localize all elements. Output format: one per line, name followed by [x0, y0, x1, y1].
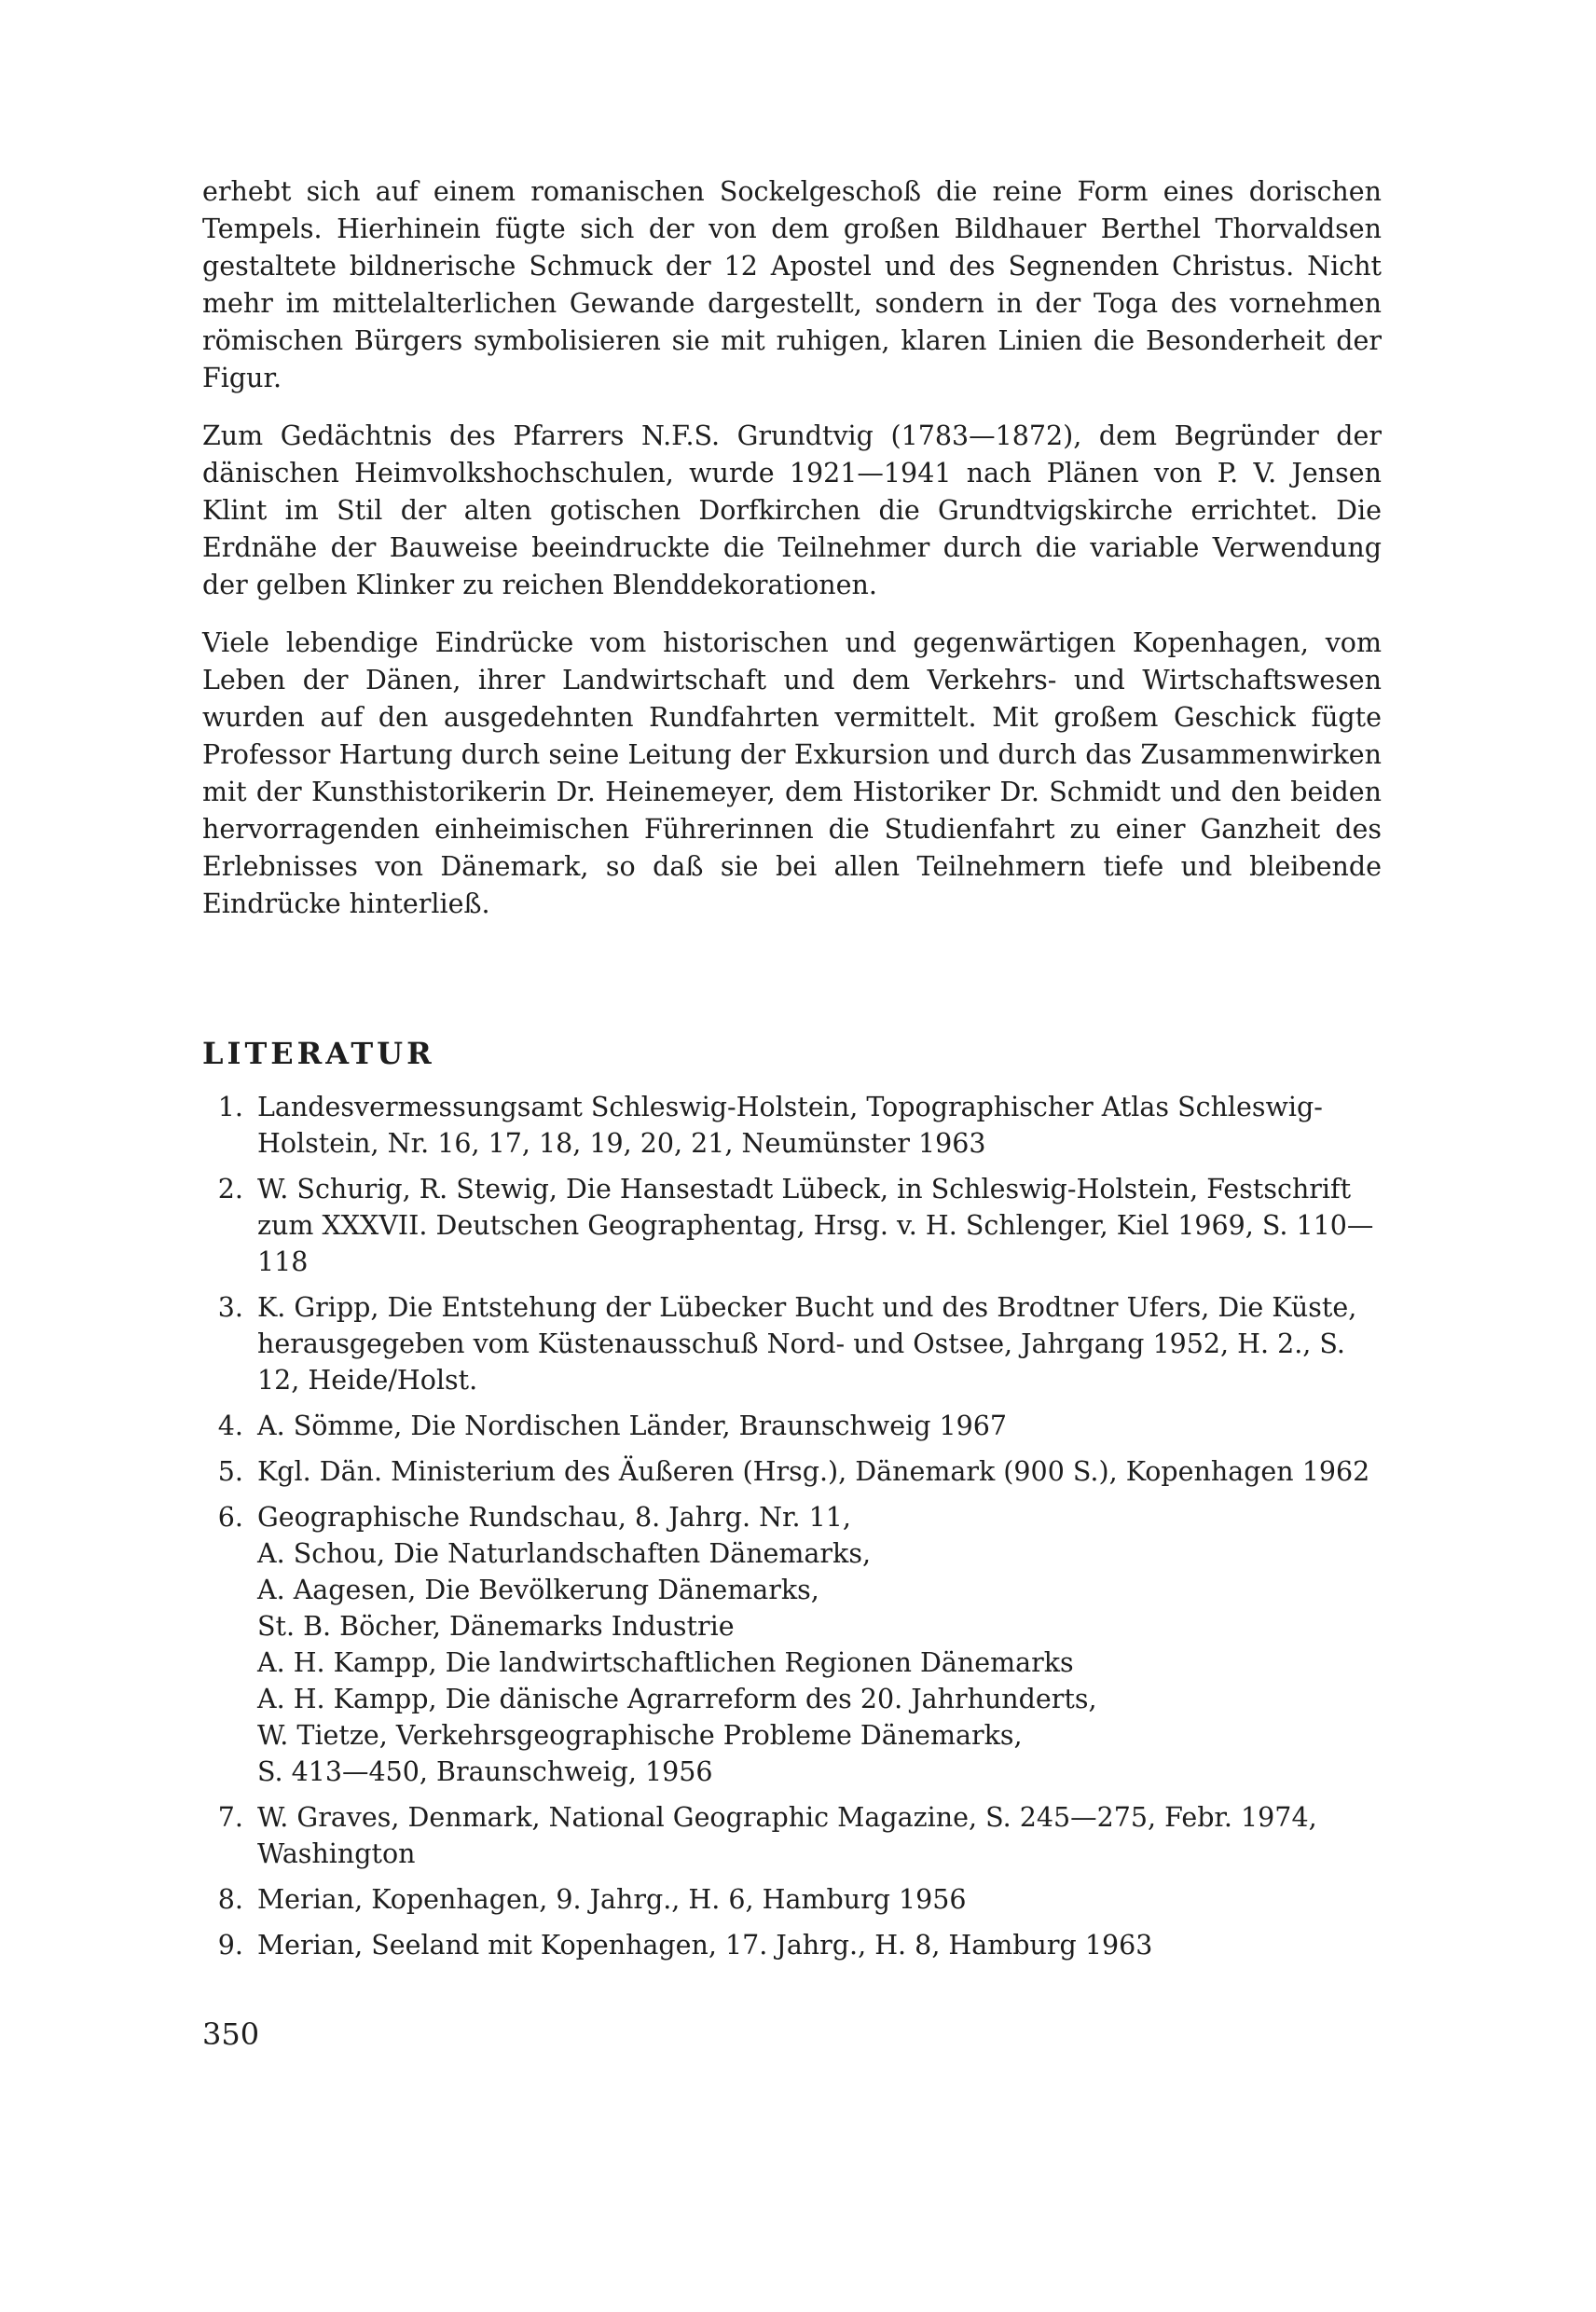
literature-entry-text	[257, 1453, 1382, 1490]
literature-heading: LITERATUR	[202, 1036, 435, 1071]
body-paragraph-3: Viele lebendige Eindrücke vom historischen und gegenwärtigen Kopenhagen, vom Leben der Dänen, ihrer Landwirtschaft und dem Verkehrs- und Wirtschaftswesen wurden auf den ausgedehnten Rundfahrten vermittelt. Mit großem Geschick fügte Professor Hartung durch seine Leitung der Exkursion und durch das Zusammenwirken mit der Kunsthistorikerin Dr. Heinemeyer, dem Historiker Dr. Schmidt und den beiden hervorragenden einheimischen Führerinnen die Studienfahrt zu einer Ganzheit des Erlebnisses von Dänemark, so daß sie bei allen Teilnehmern tiefe und bleibende Eindrücke hinterließ.	[202, 627, 1382, 919]
literature-list	[202, 1089, 1382, 1963]
literature-entry-text	[257, 1927, 1382, 1963]
literature-entry	[202, 1408, 1382, 1444]
literature-entry-line: W. Tietze, Verkehrsgeographische Probleme Dänemarks,	[257, 1720, 1023, 1751]
page-content	[202, 173, 1382, 1973]
literature-entry-line: A. H. Kampp, Die landwirtschaftlichen Regionen Dänemarks	[257, 1647, 1074, 1678]
literature-entry	[202, 1799, 1382, 1872]
literature-entry-text	[257, 1289, 1382, 1398]
literature-entry-text	[257, 1171, 1382, 1280]
body-paragraph-2: Zum Gedächtnis des Pfarrers N.F.S. Grundtvig (1783—1872), dem Begründer der dänischen Heimvolkshochschulen, wurde 1921—1941 nach Plänen von P. V. Jensen Klint im Stil der alten gotischen Dorfkirchen die Grundtvigskirche errichtet. Die Erdnähe der Bauweise beeindruckte die Teilnehmer durch die variable Verwendung der gelben Klinker zu reichen Blenddekorationen.	[202, 420, 1382, 600]
literature-entry-line: Kgl. Dän. Ministerium des Äußeren (Hrsg.), Dänemark (900 S.), Kopenhagen 1962	[257, 1456, 1370, 1487]
literature-entry-text	[257, 1408, 1382, 1444]
literature-entry-line: W. Schurig, R. Stewig, Die Hansestadt Lübeck, in Schleswig-Holstein, Festschrift zum XXXVII. Deutschen Geographentag, Hrsg. v. H. Schlenger, Kiel 1969, S. 110—118	[257, 1174, 1374, 1277]
literature-entry-line: Landesvermessungsamt Schleswig-Holstein, Topographischer Atlas Schleswig-Holstein, Nr. 16, 17, 18, 19, 20, 21, Neumünster 1963	[257, 1092, 1323, 1159]
literature-entry	[202, 1289, 1382, 1398]
literature-entry	[202, 1927, 1382, 1963]
literature-entry-line: A. Schou, Die Naturlandschaften Dänemarks,	[257, 1538, 872, 1569]
literature-entry-text	[257, 1799, 1382, 1872]
literature-entry	[202, 1453, 1382, 1490]
literature-entry-line: St. B. Böcher, Dänemarks Industrie	[257, 1611, 735, 1642]
literature-entry-number: 5.	[217, 1456, 243, 1487]
literature-entry-line: Merian, Kopenhagen, 9. Jahrg., H. 6, Hamburg 1956	[257, 1884, 967, 1915]
literature-entry-line: Merian, Seeland mit Kopenhagen, 17. Jahrg., H. 8, Hamburg 1963	[257, 1930, 1153, 1961]
literature-entry-line: Geographische Rundschau, 8. Jahrg. Nr. 11,	[257, 1502, 851, 1533]
literature-entry-number: 9.	[217, 1930, 243, 1961]
literature-entry-number: 7.	[217, 1802, 243, 1833]
literature-entry	[202, 1499, 1382, 1790]
body-paragraph-1: erhebt sich auf einem romanischen Sockelgeschoß die reine Form eines dorischen Tempels. Hierhinein fügte sich der von dem großen Bildhauer Berthel Thorvaldsen gestaltete bildnerische Schmuck der 12 Apostel und des Segnenden Christus. Nicht mehr im mittelalterlichen Gewande dargestellt, sondern in der Toga des vornehmen römischen Bürgers symbolisieren sie mit ruhigen, klaren Linien die Besonderheit der Figur.	[202, 176, 1382, 393]
literature-entry-text	[257, 1089, 1382, 1162]
literature-entry-text	[257, 1499, 1382, 1790]
literature-entry-line: S. 413—450, Braunschweig, 1956	[257, 1756, 713, 1787]
literature-entry-number: 4.	[217, 1411, 243, 1441]
literature-entry	[202, 1089, 1382, 1162]
literature-entry-line: K. Gripp, Die Entstehung der Lübecker Bucht und des Brodtner Ufers, Die Küste, herausgegeben vom Küstenausschuß Nord- und Ostsee, Jahrgang 1952, H. 2., S. 12, Heide/Holst.	[257, 1292, 1357, 1396]
literature-entry	[202, 1171, 1382, 1280]
literature-entry-number: 3.	[217, 1292, 243, 1323]
literature-entry-line: W. Graves, Denmark, National Geographic Magazine, S. 245—275, Febr. 1974, Washington	[257, 1802, 1317, 1869]
literature-entry-number: 1.	[217, 1092, 243, 1122]
literature-entry	[202, 1881, 1382, 1918]
literature-entry-line: A. H. Kampp, Die dänische Agrarreform des 20. Jahrhunderts,	[257, 1684, 1097, 1714]
literature-entry-number: 6.	[217, 1502, 243, 1533]
literature-entry-line: A. Aagesen, Die Bevölkerung Dänemarks,	[257, 1575, 819, 1605]
literature-entry-line: A. Sömme, Die Nordischen Länder, Braunschweig 1967	[257, 1411, 1008, 1441]
page-number: 350	[202, 2016, 260, 2052]
literature-entry-text	[257, 1881, 1382, 1918]
literature-entry-number: 2.	[217, 1174, 243, 1204]
literature-entry-number: 8.	[217, 1884, 243, 1915]
